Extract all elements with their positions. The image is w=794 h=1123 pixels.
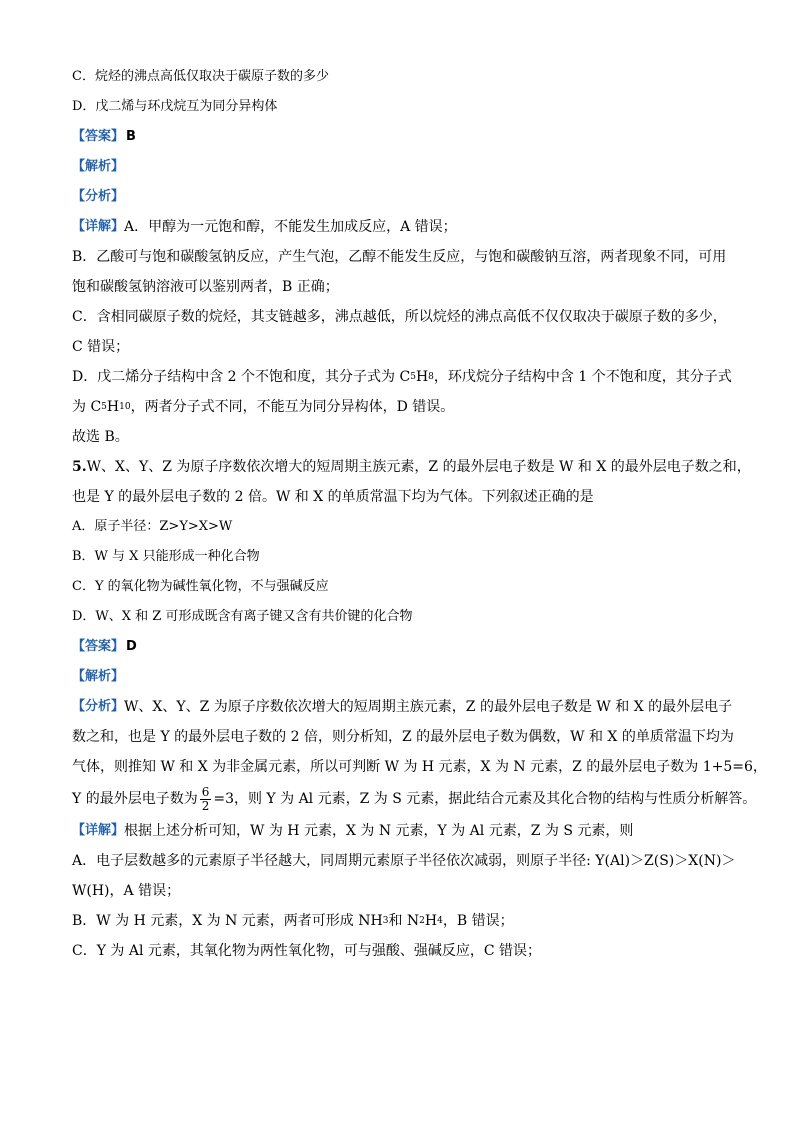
analysis-label: 【解析】 [72, 159, 125, 174]
answer-label: 【答案】 [72, 129, 125, 144]
q4-answer [72, 122, 724, 152]
detail-d1-text: H [415, 369, 429, 385]
fraction-numerator: 6 [201, 784, 210, 799]
q4-option-c: C．烷烃的沸点高低仅取决于碳原子数的多少 [72, 69, 329, 84]
q4-detail-b2: 饱和碳酸氢钠溶液可以鉴别两者，B 正确； [72, 279, 339, 295]
q4-analysis-label [72, 152, 724, 182]
q5-stem2: 也是 Y 的最外层电子数的 2 倍。W 和 X 的单质常温下均为气体。下列叙述正确的是 [72, 489, 594, 505]
fenxi-label: 【分析】 [72, 189, 125, 204]
detail-text: 根据上述分析可知，W 为 H 元素，X 为 N 元素，Y 为 Al 元素，Z 为 S 元素，则 [124, 823, 634, 839]
detail-b-text: B．W 为 H 元素，X 为 N 元素，两者可形成 NH [72, 913, 383, 929]
detail-b-text: 和 N [388, 913, 420, 929]
q4-detail-d1 [72, 362, 732, 392]
q4-detail-b1: B．乙酸可与饱和碳酸氢钠反应，产生气泡，乙醇不能发生反应，与饱和碳酸钠互溶，两者现象不同，可用 [72, 249, 727, 265]
q5-detail-b [72, 906, 724, 936]
q4-fenxi-label [72, 182, 724, 212]
q4-detail-a [72, 212, 724, 242]
subscript: 3 [382, 916, 389, 926]
q5-stem-text: W、X、Y、Z 为原子序数依次增大的短周期主族元素，Z 的最外层电子数是 W 和 X 的最外层电子数之和， [86, 459, 751, 475]
q5-stem1 [72, 452, 751, 482]
detail-label: 【详解】 [72, 219, 125, 234]
q5-detail-a1: A．电子层数越多的元素原子半径越大，同周期元素原子半径依次减弱，则原子半径: Y(Al)＞Z(S)＞X(N)＞ [72, 853, 736, 869]
q5-analysis-label [72, 662, 724, 692]
q4-conclusion: 故选 B。 [72, 429, 129, 445]
q4-detail-c2: C 错误； [72, 339, 130, 355]
detail-d2-text: H [106, 399, 120, 415]
detail-label: 【详解】 [72, 823, 125, 838]
q5-option-b: B．W 与 X 只能形成一种化合物 [72, 549, 260, 564]
q4-detail-d2 [72, 392, 724, 422]
analysis-label: 【解析】 [72, 669, 125, 684]
detail-b-text: ，B 错误； [442, 913, 514, 929]
q5-detail-c: C．Y 为 Al 元素，其氧化物为两性氧化物，可与强酸、强碱反应，C 错误； [72, 943, 542, 959]
q5-detail-intro [72, 816, 724, 846]
subscript: 10 [119, 402, 131, 412]
q5-fenxi4 [72, 782, 757, 816]
fraction [200, 786, 212, 813]
q4-detail-c1: C．含相同碳原子数的烷烃，其支链越多，沸点越低，所以烷烃的沸点高低不仅仅取决于碳原子数的多少， [72, 309, 727, 325]
fraction-denominator: 2 [201, 798, 210, 813]
subscript: 2 [419, 916, 425, 926]
q5-detail-a2: W(H)，A 错误； [72, 883, 181, 899]
fenxi-label: 【分析】 [72, 699, 125, 714]
q5-answer [72, 632, 724, 662]
q5-fenxi2: 数之和，也是 Y 的最外层电子数的 2 倍，则分析知，Z 的最外层电子数为偶数，W 和 X 的单质常温下均为 [72, 729, 734, 745]
fenxi-text: W、X、Y、Z 为原子序数依次增大的短周期主族元素，Z 的最外层电子数是 W 和 X 的最外层电子 [124, 699, 733, 715]
answer-value: B [126, 129, 136, 144]
subscript: 8 [428, 372, 434, 382]
fenxi-text: =3，则 Y 为 Al 元素，Z 为 S 元素，据此结合元素及其化合物的结构与性质分析解答。 [213, 791, 757, 807]
detail-d1-text: D．戊二烯分子结构中含 2 个不饱和度，其分子式为 C [72, 369, 411, 385]
detail-b-text: H [424, 913, 438, 929]
answer-value: D [126, 639, 137, 654]
q5-option-a: A．原子半径：Z>Y>X>W [72, 519, 233, 534]
q5-option-d: D．W、X 和 Z 可形成既含有离子键又含有共价键的化合物 [72, 609, 413, 624]
q5-fenxi1 [72, 692, 733, 722]
question-number: 5. [72, 459, 87, 475]
subscript: 4 [437, 916, 443, 926]
subscript: 5 [410, 372, 416, 382]
detail-d1-text: ，环戊烷分子结构中含 1 个不饱和度，其分子式 [433, 369, 732, 385]
detail-d2-text: 为 C [72, 399, 102, 415]
fenxi-text: Y 的最外层电子数为 [72, 791, 198, 807]
detail-text: A．甲醇为一元饱和醇，不能发生加成反应，A 错误； [124, 219, 457, 235]
detail-d2-text: ，两者分子式不同，不能互为同分异构体，D 错误。 [130, 399, 455, 415]
q5-option-c: C．Y 的氧化物为碱性氧化物，不与强碱反应 [72, 579, 329, 594]
q4-option-d: D．戊二烯与环戊烷互为同分异构体 [72, 99, 278, 114]
q5-fenxi3: 气体，则推知 W 和 X 为非金属元素，所以可判断 W 为 H 元素，X 为 N 元素，Z 的最外层电子数为 1+5=6， [72, 759, 767, 775]
document-page [72, 62, 767, 966]
subscript: 5 [101, 402, 107, 412]
answer-label: 【答案】 [72, 639, 125, 654]
